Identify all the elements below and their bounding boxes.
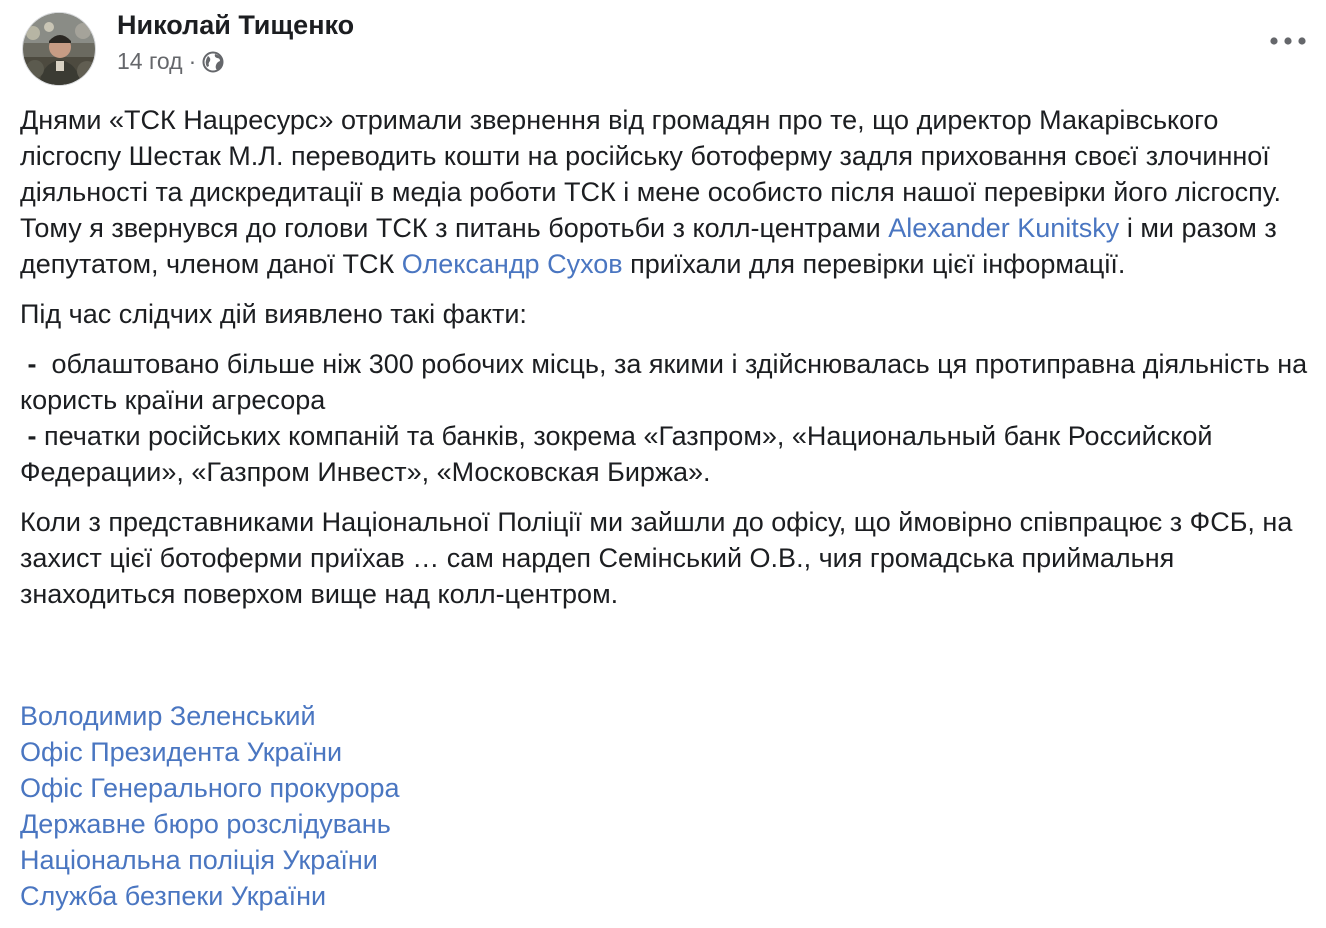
author-name[interactable]: Николай Тищенко: [117, 10, 355, 40]
post-meta: [117, 48, 224, 75]
meta-separator: ·: [188, 48, 197, 74]
paragraph-intro-text-4: приїхали для перевірки цієї інформації.: [622, 249, 1126, 279]
fact-text: облаштовано більше ніж 300 робочих місць, за якими і здійснювалась ця протиправна діяльність на користь країни агресора: [20, 349, 1308, 415]
post-body: [20, 102, 1310, 612]
post-header: [20, 6, 1310, 86]
paragraph-police: Коли з представниками Національної Поліції ми зайшли до офісу, що ймовірно співпрацює з ФСБ, на захист цієї ботоферми приїхав … сам нардеп Семінський О.В., чия громадська приймальня знаходиться поверхом вище над колл-центром.: [20, 507, 1293, 609]
fact-text: печатки російських компаній та банків, зокрема «Газпром», «Национальный банк Российской Федерации», «Газпром Инвест», «Московская Биржа».: [20, 421, 1213, 487]
author-avatar[interactable]: [22, 12, 96, 86]
tag-prosecutor-general-office[interactable]: Офіс Генерального прокурора: [20, 773, 400, 803]
bullet-marker: -: [27, 349, 37, 379]
more-horizontal-icon: [1270, 37, 1306, 45]
fact-list-item: [20, 346, 1310, 418]
post-timestamp[interactable]: 14 год: [117, 48, 183, 74]
avatar-photo: [23, 13, 96, 86]
mention-alexander-kunitsky[interactable]: Alexander Kunitsky: [888, 213, 1120, 243]
tagged-pages-list: [20, 698, 400, 914]
tag-security-service[interactable]: Служба безпеки України: [20, 881, 327, 911]
globe-icon[interactable]: [202, 51, 224, 73]
tag-state-bureau-investigations[interactable]: Державне бюро розслідувань: [20, 809, 391, 839]
paragraph-intro-text-2: Тому я звернувся до голови ТСК з питань боротьби з колл-центрами: [20, 213, 889, 243]
more-options-button[interactable]: [1266, 28, 1310, 54]
paragraph-intro: [20, 102, 1310, 282]
bullet-marker: -: [27, 421, 37, 451]
fact-list-item: [20, 418, 1310, 490]
paragraph-intro-text: Днями «ТСК Нацресурс» отримали звернення від громадян про те, що директор Макарівського лісгоспу Шестак М.Л. переводить кошти на російську ботоферму задля приховання своєї злочинної діяльності та дискредитації в медіа роботи ТСК і мене особисто після нашої перевірки його лісгоспу.: [20, 105, 1282, 207]
mention-oleksandr-sukhov[interactable]: Олександр Сухов: [401, 249, 623, 279]
paragraph-intro-text-3: і ми разом з депутатом, членом даної ТСК: [20, 213, 1277, 279]
tag-office-of-president[interactable]: Офіс Президента України: [20, 737, 343, 767]
tag-volodymyr-zelenskyi[interactable]: Володимир Зеленський: [20, 701, 316, 731]
tag-national-police[interactable]: Національна поліція України: [20, 845, 378, 875]
paragraph-facts-heading: Під час слідчих дій виявлено такі факти:: [20, 299, 527, 329]
